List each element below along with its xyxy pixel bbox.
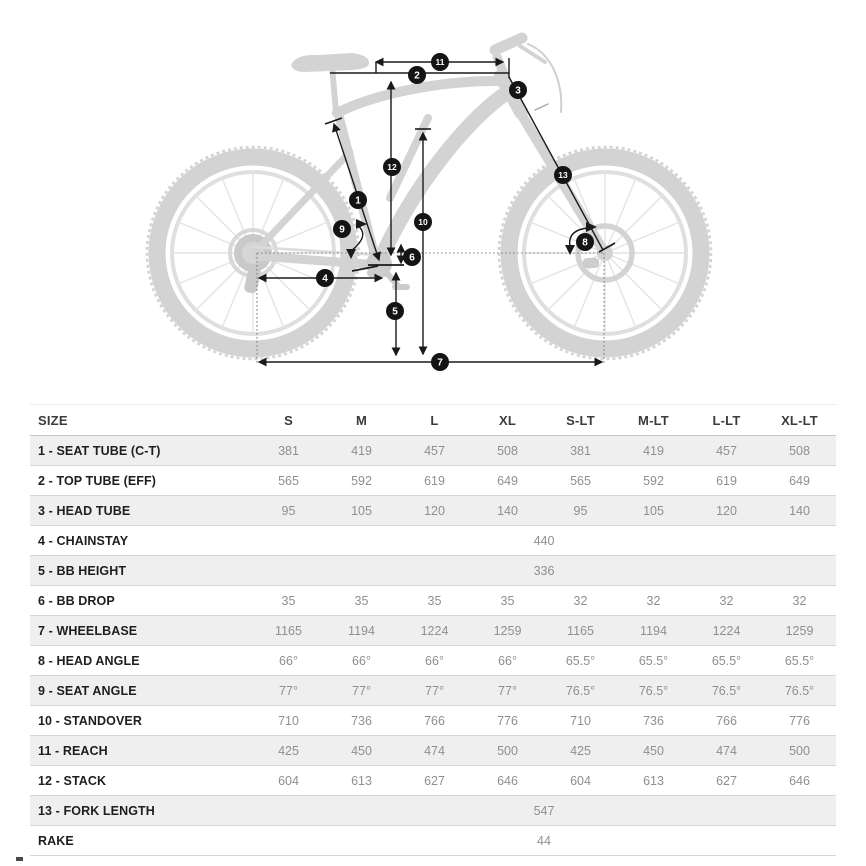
geo-value: 710: [544, 706, 617, 736]
geo-value: 565: [252, 466, 325, 496]
geo-value: 619: [398, 466, 471, 496]
geo-row-seat-angle: [30, 676, 836, 706]
geo-value: 105: [325, 496, 398, 526]
geo-value: 649: [471, 466, 544, 496]
geometry-table: [30, 404, 836, 856]
geo-value: 627: [398, 766, 471, 796]
geo-row-fork-length: [30, 796, 836, 826]
column-header-l-lt: L-LT: [690, 405, 763, 436]
geo-value: 66°: [398, 646, 471, 676]
svg-text:2: 2: [414, 70, 420, 82]
geo-value: 508: [471, 436, 544, 466]
geo-row-standover: [30, 706, 836, 736]
svg-text:1: 1: [355, 195, 361, 207]
geo-row-label: 9 - SEAT ANGLE: [30, 676, 252, 706]
geo-value: 613: [617, 766, 690, 796]
header-row: [30, 405, 836, 436]
column-header-l: L: [398, 405, 471, 436]
geo-value-span: 440: [252, 526, 836, 556]
geo-value: 1194: [617, 616, 690, 646]
geo-value: 35: [252, 586, 325, 616]
geo-row-label: 6 - BB DROP: [30, 586, 252, 616]
geo-value: 32: [544, 586, 617, 616]
geo-value: 65.5°: [544, 646, 617, 676]
geo-row-stack: [30, 766, 836, 796]
geo-value: 1194: [325, 616, 398, 646]
geo-row-label: 2 - TOP TUBE (EFF): [30, 466, 252, 496]
geo-value: 613: [325, 766, 398, 796]
geo-value: 65.5°: [763, 646, 836, 676]
column-header-s: S: [252, 405, 325, 436]
geo-value: 1224: [398, 616, 471, 646]
svg-text:11: 11: [435, 57, 445, 68]
geo-row-bb-drop: [30, 586, 836, 616]
geo-value: 1259: [763, 616, 836, 646]
column-header-m: M: [325, 405, 398, 436]
geo-value: 649: [763, 466, 836, 496]
geo-value: 76.5°: [763, 676, 836, 706]
badge-8: [576, 233, 594, 251]
geo-value: 592: [325, 466, 398, 496]
geo-value: 604: [544, 766, 617, 796]
geo-value: 65.5°: [690, 646, 763, 676]
geo-value: 120: [690, 496, 763, 526]
geo-row-label: 1 - SEAT TUBE (C-T): [30, 436, 252, 466]
geo-value: 776: [763, 706, 836, 736]
geo-value: 95: [544, 496, 617, 526]
geo-row-rake: [30, 826, 836, 856]
badge-2: [408, 66, 426, 84]
geo-value: 425: [544, 736, 617, 766]
geo-value: 450: [617, 736, 690, 766]
column-header-m-lt: M-LT: [617, 405, 690, 436]
geo-value: 450: [325, 736, 398, 766]
geo-value: 381: [252, 436, 325, 466]
geo-value: 32: [690, 586, 763, 616]
geo-row-label: 5 - BB HEIGHT: [30, 556, 252, 586]
geo-value: 604: [252, 766, 325, 796]
geo-value: 1165: [252, 616, 325, 646]
geo-value: 120: [398, 496, 471, 526]
badge-6: [403, 248, 421, 266]
geo-value: 1259: [471, 616, 544, 646]
svg-text:4: 4: [322, 273, 328, 285]
geo-value: 419: [617, 436, 690, 466]
svg-text:13: 13: [558, 170, 568, 181]
geo-value: 474: [690, 736, 763, 766]
geo-value: 736: [325, 706, 398, 736]
geo-value: 646: [471, 766, 544, 796]
geo-row-head-tube: [30, 496, 836, 526]
geo-value: 65.5°: [617, 646, 690, 676]
column-header-xl-lt: XL-LT: [763, 405, 836, 436]
geo-value: 627: [690, 766, 763, 796]
geo-value-span: 44: [252, 826, 836, 856]
column-header-xl: XL: [471, 405, 544, 436]
geo-row-label: 8 - HEAD ANGLE: [30, 646, 252, 676]
badge-7: [431, 353, 449, 371]
cropped-content-fragment: [16, 857, 23, 861]
geo-row-label: 4 - CHAINSTAY: [30, 526, 252, 556]
svg-text:12: 12: [387, 162, 397, 173]
svg-text:5: 5: [392, 306, 398, 318]
geo-value: 425: [252, 736, 325, 766]
geo-value: 77°: [252, 676, 325, 706]
geo-value: 95: [252, 496, 325, 526]
geo-value: 76.5°: [690, 676, 763, 706]
svg-text:7: 7: [437, 357, 443, 369]
geo-value: 508: [763, 436, 836, 466]
geo-value: 35: [398, 586, 471, 616]
geo-value: 457: [690, 436, 763, 466]
geo-row-label: 12 - STACK: [30, 766, 252, 796]
saddle-icon: [291, 53, 369, 72]
bike-geometry-diagram: [0, 0, 866, 402]
badge-1: [349, 191, 367, 209]
badge-13: [554, 166, 572, 184]
badge-5: [386, 302, 404, 320]
geo-value: 1224: [690, 616, 763, 646]
geo-value: 1165: [544, 616, 617, 646]
geo-value: 736: [617, 706, 690, 736]
geo-value: 77°: [325, 676, 398, 706]
geo-value: 776: [471, 706, 544, 736]
badge-11: [431, 53, 449, 71]
geo-row-bb-height: [30, 556, 836, 586]
geo-value: 35: [471, 586, 544, 616]
badge-4: [316, 269, 334, 287]
geo-row-seat-tube: [30, 436, 836, 466]
geo-value: 32: [763, 586, 836, 616]
badge-12: [383, 158, 401, 176]
svg-text:10: 10: [418, 217, 428, 228]
geo-row-chainstay: [30, 526, 836, 556]
geo-value: 76.5°: [617, 676, 690, 706]
geo-value: 35: [325, 586, 398, 616]
geo-row-label: 11 - REACH: [30, 736, 252, 766]
geo-value: 76.5°: [544, 676, 617, 706]
geo-row-reach: [30, 736, 836, 766]
geo-value: 710: [252, 706, 325, 736]
geo-value: 419: [325, 436, 398, 466]
svg-text:3: 3: [515, 85, 521, 97]
geo-value: 766: [690, 706, 763, 736]
geo-value: 140: [763, 496, 836, 526]
geo-row-wheelbase: [30, 616, 836, 646]
geo-value: 592: [617, 466, 690, 496]
svg-text:9: 9: [339, 224, 345, 236]
geo-value: 381: [544, 436, 617, 466]
geo-value: 66°: [252, 646, 325, 676]
geo-row-label: RAKE: [30, 826, 252, 856]
geo-row-label: 13 - FORK LENGTH: [30, 796, 252, 826]
reference-dotted-lines: [257, 253, 604, 363]
geo-value: 66°: [471, 646, 544, 676]
geo-value: 500: [471, 736, 544, 766]
geo-value: 646: [763, 766, 836, 796]
geo-value: 32: [617, 586, 690, 616]
geo-value: 140: [471, 496, 544, 526]
geo-value: 66°: [325, 646, 398, 676]
badge-9: [333, 220, 351, 238]
geo-value: 500: [763, 736, 836, 766]
geo-value: 77°: [398, 676, 471, 706]
bike-silhouette: [147, 38, 711, 359]
geo-value: 565: [544, 466, 617, 496]
geo-row-label: 3 - HEAD TUBE: [30, 496, 252, 526]
geo-value: 457: [398, 436, 471, 466]
geo-row-head-angle: [30, 646, 836, 676]
svg-text:8: 8: [582, 237, 588, 249]
badge-3: [509, 81, 527, 99]
svg-text:6: 6: [409, 252, 415, 264]
geo-row-top-tube: [30, 466, 836, 496]
column-header-s-lt: S-LT: [544, 405, 617, 436]
geo-value: 474: [398, 736, 471, 766]
geo-value-span: 547: [252, 796, 836, 826]
geo-value-span: 336: [252, 556, 836, 586]
geo-value: 619: [690, 466, 763, 496]
geo-row-label: 10 - STANDOVER: [30, 706, 252, 736]
geo-value: 105: [617, 496, 690, 526]
geo-row-label: 7 - WHEELBASE: [30, 616, 252, 646]
geo-value: 766: [398, 706, 471, 736]
geo-value: 77°: [471, 676, 544, 706]
badge-10: [414, 213, 432, 231]
size-header: SIZE: [30, 405, 252, 436]
